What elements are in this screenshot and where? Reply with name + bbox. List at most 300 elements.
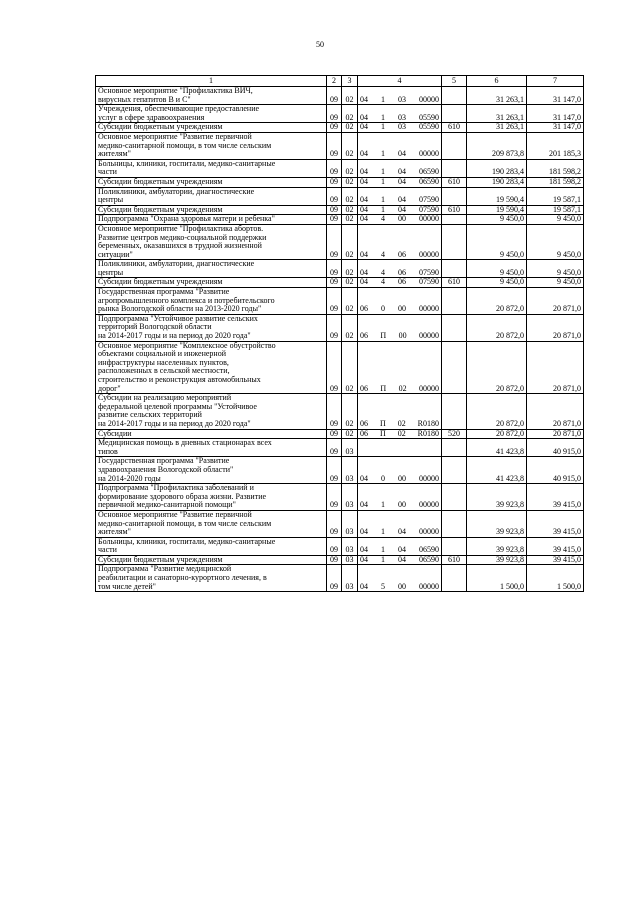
row-amount-col7: 20 871,0 [527, 394, 584, 429]
row-amount-col7: 181 598,2 [527, 177, 584, 187]
row-expense-type [442, 457, 467, 484]
row-amount-col6: 9 450,0 [467, 215, 527, 225]
row-subsection-code: 02 [342, 205, 358, 215]
row-name: Субсидии бюджетным учреждениям [96, 278, 327, 288]
row-expense-type [442, 484, 467, 511]
row-section-code: 09 [327, 132, 342, 159]
row-section-code: 09 [327, 457, 342, 484]
row-subsection-code: 02 [342, 429, 358, 439]
target-article-part: 04 [398, 527, 406, 537]
target-article-codes [360, 528, 439, 537]
target-article-part: 04 [360, 545, 368, 555]
header-col-6: 6 [467, 76, 527, 87]
target-article-part: 06 [398, 277, 406, 287]
row-amount-col7: 9 450,0 [527, 224, 584, 259]
target-article-part: 06 [360, 418, 368, 428]
table-row [96, 132, 584, 159]
row-target-article [358, 555, 442, 565]
row-amount-col7: 19 587,1 [527, 187, 584, 205]
row-section-code: 09 [327, 565, 342, 592]
target-article-part: 04 [398, 545, 406, 555]
target-article-part: R0180 [417, 429, 439, 438]
target-article-part: 4 [381, 249, 385, 259]
target-article-part: 04 [360, 149, 368, 159]
row-section-code: 09 [327, 429, 342, 439]
row-amount-col7: 20 871,0 [527, 429, 584, 439]
row-name: Больницы, клиники, госпитали, медико-санитарные части [96, 159, 327, 177]
target-article-part: 00000 [419, 581, 439, 591]
row-name: Подпрограмма "Развитие медицинской реабилитации и санаторно-курортного лечения, в том числе детей" [96, 565, 327, 592]
row-target-article [358, 159, 442, 177]
target-article-part: 06 [360, 383, 368, 393]
row-amount-col6: 39 923,8 [467, 484, 527, 511]
row-amount-col6: 39 923,8 [467, 555, 527, 565]
target-article-part: 04 [398, 167, 406, 177]
row-amount-col7: 31 147,0 [527, 123, 584, 133]
row-subsection-code: 02 [342, 260, 358, 278]
row-expense-type: 610 [442, 177, 467, 187]
row-subsection-code: 02 [342, 87, 358, 105]
target-article-codes [360, 269, 439, 278]
row-target-article [358, 187, 442, 205]
target-article-codes [360, 196, 439, 205]
row-name: Основное мероприятие "Развитие первичной медико-санитарной помощи, в том числе сельским жителям" [96, 132, 327, 159]
header-row [96, 76, 584, 87]
row-amount-col6: 41 423,8 [467, 439, 527, 457]
target-article-part: 4 [381, 277, 385, 287]
row-name: Государственная программа "Развитие здравоохранения Вологодской области" на 2014-2020 годы [96, 457, 327, 484]
target-article-part: 03 [398, 94, 406, 104]
row-expense-type: 610 [442, 205, 467, 215]
row-section-code: 09 [327, 105, 342, 123]
row-name: Основное мероприятие "Профилактика абортов. Развитие центров медико-социальной поддержки беременных, оказавшихся в трудной жизненной ситуации" [96, 224, 327, 259]
row-target-article [358, 394, 442, 429]
target-article-part: 03 [398, 112, 406, 122]
row-subsection-code: 03 [342, 565, 358, 592]
target-article-part: П [380, 331, 387, 341]
target-article-part: 04 [360, 214, 368, 224]
row-amount-col7: 9 450,0 [527, 278, 584, 288]
row-section-code: 09 [327, 177, 342, 187]
row-amount-col7: 40 915,0 [527, 439, 584, 457]
table-row [96, 429, 584, 439]
target-article-codes [360, 332, 439, 341]
header-col-3: 3 [342, 76, 358, 87]
table-row [96, 457, 584, 484]
row-name: Подпрограмма "Устойчивое развитие сельских территорий Вологодской области на 2014-2017 годы и на период до 2020 года" [96, 314, 327, 341]
target-article-part: 04 [360, 473, 368, 483]
row-name: Больницы, клиники, госпитали, медико-санитарные части [96, 537, 327, 555]
row-amount-col7: 39 415,0 [527, 510, 584, 537]
row-subsection-code: 02 [342, 159, 358, 177]
row-section-code: 09 [327, 187, 342, 205]
row-amount-col6: 31 263,1 [467, 105, 527, 123]
target-article-part: 04 [360, 167, 368, 177]
table-row [96, 341, 584, 394]
target-article-part: 07590 [419, 195, 439, 205]
row-subsection-code: 02 [342, 177, 358, 187]
target-article-codes [360, 556, 439, 565]
row-target-article [358, 341, 442, 394]
target-article-part: 07590 [419, 277, 439, 287]
target-article-part: 04 [360, 581, 368, 591]
target-article-part: 00 [398, 214, 406, 224]
row-amount-col6: 9 450,0 [467, 278, 527, 288]
row-target-article [358, 314, 442, 341]
row-expense-type: 610 [442, 278, 467, 288]
row-subsection-code: 02 [342, 314, 358, 341]
target-article-part: 06 [360, 331, 368, 341]
row-amount-col6: 39 923,8 [467, 537, 527, 555]
row-section-code: 09 [327, 123, 342, 133]
row-target-article [358, 484, 442, 511]
target-article-part: 04 [360, 195, 368, 205]
target-article-part: 00000 [419, 473, 439, 483]
target-article-part: 00000 [419, 383, 439, 393]
row-expense-type [442, 132, 467, 159]
row-section-code: 09 [327, 555, 342, 565]
target-article-codes [360, 501, 439, 510]
row-subsection-code: 02 [342, 394, 358, 429]
target-article-codes [360, 278, 439, 287]
row-expense-type: 520 [442, 429, 467, 439]
table-row [96, 278, 584, 288]
target-article-codes [360, 178, 439, 187]
row-expense-type: 610 [442, 555, 467, 565]
table-row [96, 260, 584, 278]
row-amount-col7: 31 147,0 [527, 87, 584, 105]
row-section-code: 09 [327, 439, 342, 457]
row-amount-col6: 1 500,0 [467, 565, 527, 592]
target-article-part: 02 [397, 418, 406, 428]
row-amount-col6: 9 450,0 [467, 224, 527, 259]
target-article-part: 04 [398, 555, 406, 564]
row-section-code: 09 [327, 484, 342, 511]
target-article-part: 04 [398, 205, 406, 214]
target-article-part: 0 [381, 304, 385, 314]
row-target-article [358, 224, 442, 259]
target-article-part: 00 [398, 331, 407, 341]
target-article-codes [360, 114, 439, 123]
row-name: Основное мероприятие "Комплексное обустройство объектами социальной и инженерной инфраструктуры населенных пунктов, расположенных в сельской местности, строительство и реконструкция автомобильных дорог" [96, 341, 327, 394]
target-article-part: П [379, 429, 386, 438]
target-article-part: П [380, 383, 387, 393]
row-target-article [358, 123, 442, 133]
row-target-article [358, 215, 442, 225]
target-article-part: 0 [381, 473, 385, 483]
row-subsection-code: 02 [342, 105, 358, 123]
row-subsection-code: 02 [342, 123, 358, 133]
row-name: Подпрограмма "Охрана здоровья матери и ребенка" [96, 215, 327, 225]
target-article-part: 1 [381, 527, 385, 537]
target-article-part: 04 [398, 177, 406, 186]
target-article-part: 04 [360, 122, 368, 132]
row-target-article [358, 439, 442, 457]
row-amount-col6: 41 423,8 [467, 457, 527, 484]
row-name: Учреждения, обеспечивающие предоставление услуг в сфере здравоохранения [96, 105, 327, 123]
target-article-part: 1 [381, 555, 385, 564]
row-name: Основное мероприятие "Развитие первичной медико-санитарной помощи, в том числе сельским жителям" [96, 510, 327, 537]
row-subsection-code: 02 [342, 132, 358, 159]
target-article-part: 04 [398, 149, 406, 159]
target-article-part: 1 [381, 122, 385, 132]
row-name: Государственная программа "Развитие агропромышленного комплекса и потребительского рынка Вологодской области на 2013-2020 годы" [96, 288, 327, 315]
row-name: Подпрограмма "Профилактика заболеваний и формирование здорового образа жизни. Развитие первичной медико-санитарной помощи" [96, 484, 327, 511]
row-section-code: 09 [327, 224, 342, 259]
row-section-code: 09 [327, 537, 342, 555]
target-article-codes [360, 430, 439, 439]
target-article-part: 1 [381, 195, 385, 205]
target-article-part: R0180 [417, 418, 439, 428]
target-article-codes [360, 305, 439, 314]
table-row [96, 394, 584, 429]
row-amount-col7: 40 915,0 [527, 457, 584, 484]
row-amount-col7: 9 450,0 [527, 260, 584, 278]
row-amount-col7: 9 450,0 [527, 215, 584, 225]
row-amount-col6: 190 283,4 [467, 177, 527, 187]
target-article-part: 4 [381, 267, 385, 277]
target-article-part: 04 [360, 277, 368, 287]
target-article-part: 00000 [419, 500, 439, 510]
row-subsection-code: 03 [342, 537, 358, 555]
table-row [96, 537, 584, 555]
target-article-part: 06 [360, 304, 368, 314]
row-expense-type [442, 105, 467, 123]
row-amount-col6: 20 872,0 [467, 341, 527, 394]
row-expense-type [442, 314, 467, 341]
row-amount-col6: 9 450,0 [467, 260, 527, 278]
row-target-article [358, 260, 442, 278]
row-target-article [358, 132, 442, 159]
target-article-codes [360, 168, 439, 177]
target-article-codes [360, 215, 439, 224]
row-section-code: 09 [327, 278, 342, 288]
target-article-part: 4 [381, 214, 385, 224]
target-article-part: 04 [360, 527, 368, 537]
row-amount-col7: 201 185,3 [527, 132, 584, 159]
target-article-codes [360, 475, 439, 484]
target-article-part: 00 [398, 581, 406, 591]
table-row [96, 484, 584, 511]
row-expense-type [442, 260, 467, 278]
table-row [96, 314, 584, 341]
row-expense-type [442, 215, 467, 225]
row-section-code: 09 [327, 510, 342, 537]
row-subsection-code: 02 [342, 288, 358, 315]
target-article-part: 06590 [419, 545, 439, 555]
row-target-article [358, 537, 442, 555]
target-article-part: 02 [397, 429, 406, 438]
row-expense-type [442, 288, 467, 315]
row-amount-col7: 39 415,0 [527, 484, 584, 511]
target-article-part: 02 [398, 383, 407, 393]
target-article-part: 1 [381, 205, 385, 214]
table-row [96, 123, 584, 133]
target-article-codes [360, 150, 439, 159]
row-name: Субсидии бюджетным учреждениям [96, 555, 327, 565]
table-row [96, 224, 584, 259]
row-name: Субсидии бюджетным учреждениям [96, 177, 327, 187]
row-subsection-code: 03 [342, 457, 358, 484]
row-subsection-code: 02 [342, 187, 358, 205]
target-article-part: 06 [398, 249, 406, 259]
row-section-code: 09 [327, 341, 342, 394]
row-subsection-code: 02 [342, 215, 358, 225]
target-article-part: 04 [360, 249, 368, 259]
row-target-article [358, 565, 442, 592]
row-amount-col6: 20 872,0 [467, 429, 527, 439]
target-article-part: 06590 [419, 177, 439, 186]
row-target-article [358, 288, 442, 315]
target-article-part: 00000 [419, 527, 439, 537]
row-subsection-code: 03 [342, 510, 358, 537]
row-subsection-code: 02 [342, 278, 358, 288]
target-article-part: 1 [381, 167, 385, 177]
row-expense-type [442, 224, 467, 259]
row-amount-col6: 20 872,0 [467, 394, 527, 429]
row-amount-col7: 19 587,1 [527, 205, 584, 215]
row-expense-type [442, 510, 467, 537]
target-article-codes [360, 206, 439, 215]
target-article-part: 1 [381, 177, 385, 186]
target-article-part: 05590 [419, 122, 439, 132]
row-amount-col6: 31 263,1 [467, 87, 527, 105]
row-subsection-code: 03 [342, 484, 358, 511]
row-amount-col6: 19 590,4 [467, 187, 527, 205]
target-article-part: 04 [360, 94, 368, 104]
table-row [96, 205, 584, 215]
row-amount-col6: 209 873,8 [467, 132, 527, 159]
table-row [96, 215, 584, 225]
table-row [96, 510, 584, 537]
row-section-code: 09 [327, 260, 342, 278]
row-section-code: 09 [327, 205, 342, 215]
target-article-part: 1 [381, 94, 385, 104]
target-article-part: 05590 [419, 112, 439, 122]
target-article-part: 1 [381, 149, 385, 159]
target-article-part: 00000 [419, 149, 439, 159]
target-article-part: П [379, 418, 386, 428]
target-article-codes [360, 583, 439, 592]
table-row [96, 87, 584, 105]
table-row [96, 555, 584, 565]
table-row [96, 187, 584, 205]
header-col-5: 5 [442, 76, 467, 87]
target-article-part: 00000 [419, 249, 439, 259]
table-row [96, 177, 584, 187]
table-row [96, 565, 584, 592]
row-amount-col6: 39 923,8 [467, 510, 527, 537]
row-target-article [358, 87, 442, 105]
row-target-article [358, 278, 442, 288]
row-amount-col6: 20 872,0 [467, 288, 527, 315]
row-name: Медицинская помощь в дневных стационарах всех типов [96, 439, 327, 457]
row-name: Субсидии бюджетным учреждениям [96, 123, 327, 133]
row-target-article [358, 105, 442, 123]
row-expense-type [442, 565, 467, 592]
row-target-article [358, 177, 442, 187]
row-expense-type [442, 87, 467, 105]
row-expense-type [442, 394, 467, 429]
row-amount-col6: 190 283,4 [467, 159, 527, 177]
target-article-part: 1 [381, 545, 385, 555]
row-amount-col7: 31 147,0 [527, 105, 584, 123]
row-amount-col7: 1 500,0 [527, 565, 584, 592]
target-article-part: 04 [360, 205, 368, 214]
row-amount-col6: 31 263,1 [467, 123, 527, 133]
target-article-part: 06 [360, 429, 368, 438]
header-col-4: 4 [358, 76, 442, 87]
table-row [96, 288, 584, 315]
row-amount-col6: 20 872,0 [467, 314, 527, 341]
row-name: Субсидии бюджетным учреждениям [96, 205, 327, 215]
row-name: Основное мероприятие "Профилактика ВИЧ, вирусных гепатитов В и С" [96, 87, 327, 105]
row-subsection-code: 03 [342, 439, 358, 457]
target-article-part: 04 [360, 267, 368, 277]
target-article-part: 04 [360, 500, 368, 510]
row-target-article [358, 205, 442, 215]
row-amount-col7: 20 871,0 [527, 288, 584, 315]
table-row [96, 105, 584, 123]
target-article-part: 00000 [419, 331, 439, 341]
target-article-part: 04 [360, 177, 368, 186]
row-section-code: 09 [327, 87, 342, 105]
row-name: Субсидии на реализацию мероприятий федеральной целевой программы "Устойчивое развитие сельских территорий на 2014-2017 годы и на период до 2020 года" [96, 394, 327, 429]
target-article-codes [360, 123, 439, 132]
header-col-1: 1 [96, 76, 327, 87]
header-col-7: 7 [527, 76, 584, 87]
target-article-part: 00000 [419, 304, 439, 314]
row-target-article [358, 457, 442, 484]
target-article-codes [360, 546, 439, 555]
table-row [96, 159, 584, 177]
budget-table [95, 75, 584, 592]
row-expense-type [442, 537, 467, 555]
row-expense-type [442, 341, 467, 394]
target-article-codes [360, 96, 439, 105]
target-article-part: 06590 [419, 167, 439, 177]
row-name: Поликлиники, амбулатории, диагностические центры [96, 187, 327, 205]
row-section-code: 09 [327, 314, 342, 341]
row-amount-col7: 20 871,0 [527, 314, 584, 341]
target-article-part: 03 [398, 122, 406, 132]
target-article-part: 06590 [419, 555, 439, 564]
target-article-part: 07590 [419, 205, 439, 214]
row-amount-col6: 19 590,4 [467, 205, 527, 215]
target-article-part: 1 [381, 500, 385, 510]
row-amount-col7: 39 415,0 [527, 537, 584, 555]
row-expense-type: 610 [442, 123, 467, 133]
row-subsection-code: 02 [342, 341, 358, 394]
target-article-part: 07590 [419, 267, 439, 277]
header-col-2: 2 [327, 76, 342, 87]
target-article-codes [360, 385, 439, 394]
row-amount-col7: 39 415,0 [527, 555, 584, 565]
row-section-code: 09 [327, 288, 342, 315]
row-subsection-code: 02 [342, 224, 358, 259]
page-number: 50 [316, 40, 324, 49]
row-expense-type [442, 439, 467, 457]
row-amount-col7: 20 871,0 [527, 341, 584, 394]
row-section-code: 09 [327, 394, 342, 429]
target-article-part: 04 [398, 195, 406, 205]
target-article-part: 00000 [419, 94, 439, 104]
target-article-part: 00 [398, 500, 406, 510]
row-name: Поликлиники, амбулатории, диагностические центры [96, 260, 327, 278]
target-article-part: 04 [360, 112, 368, 122]
target-article-part: 00 [398, 304, 406, 314]
target-article-part: 06 [398, 267, 406, 277]
